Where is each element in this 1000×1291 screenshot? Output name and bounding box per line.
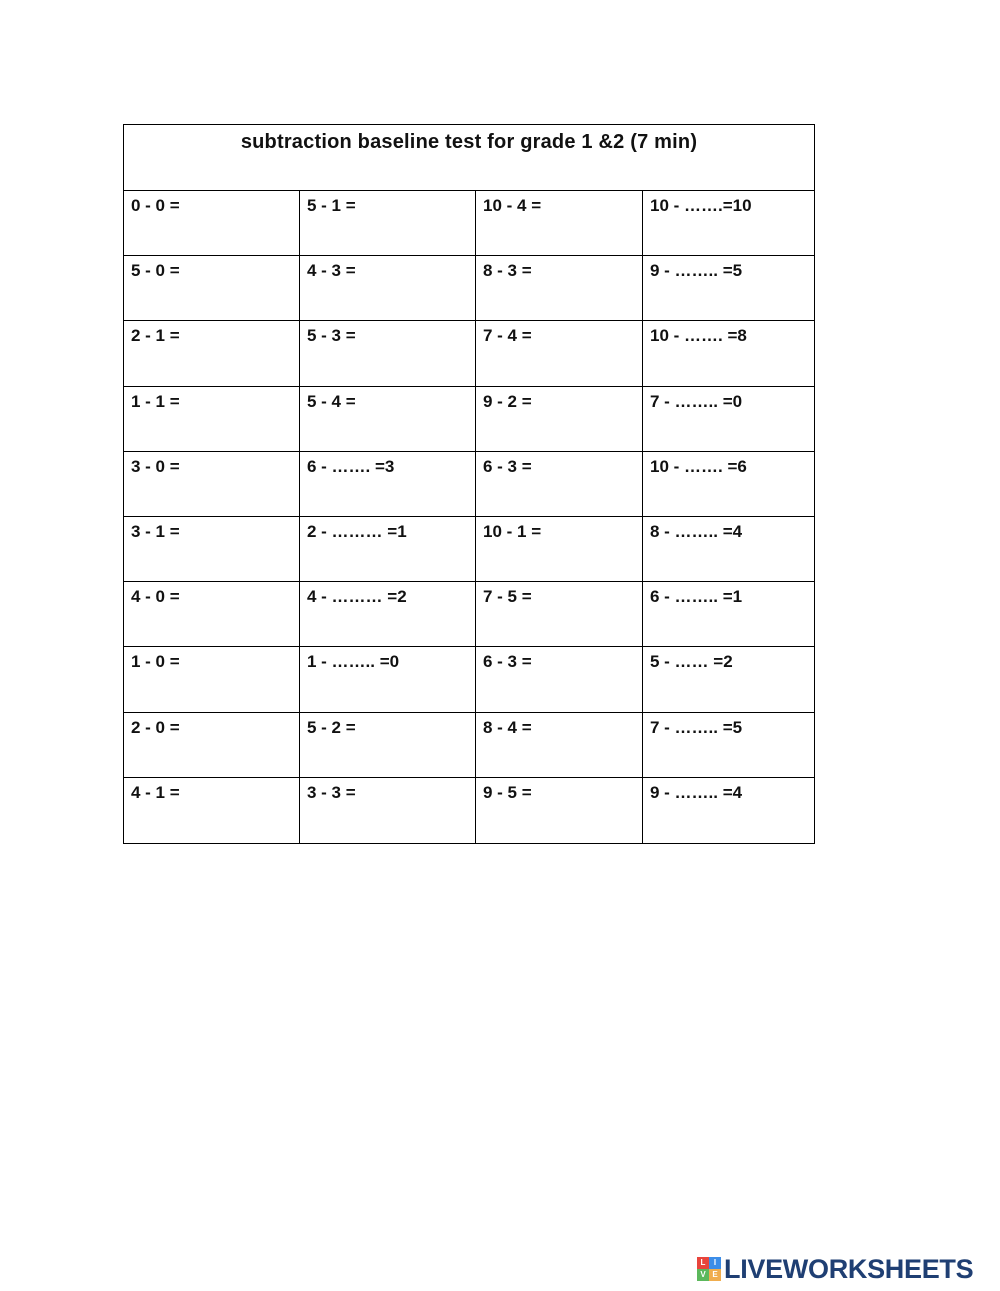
problem-cell: 4 - 3 = [300, 256, 476, 321]
liveworksheets-brand [697, 1255, 973, 1283]
problem-cell: 2 - 1 = [124, 321, 300, 386]
logo-tile: V [697, 1269, 709, 1281]
problem-cell: 6 - 3 = [476, 647, 643, 712]
problem-cell: 10 - 1 = [476, 517, 643, 582]
problem-cell: 9 - …….. =5 [643, 256, 814, 321]
problem-cell: 7 - …….. =0 [643, 387, 814, 452]
problem-cell: 7 - …….. =5 [643, 713, 814, 778]
logo-tile: I [709, 1257, 721, 1269]
problem-cell: 10 - ……. =6 [643, 452, 814, 517]
worksheet-table [123, 124, 815, 844]
problem-cell: 6 - ……. =3 [300, 452, 476, 517]
problem-grid [124, 191, 814, 843]
problem-cell: 2 - ……… =1 [300, 517, 476, 582]
problem-cell: 8 - 4 = [476, 713, 643, 778]
problem-cell: 8 - 3 = [476, 256, 643, 321]
problem-cell: 1 - 1 = [124, 387, 300, 452]
problem-cell: 9 - 2 = [476, 387, 643, 452]
worksheet-title: subtraction baseline test for grade 1 &2 (7 min) [124, 125, 814, 191]
problem-cell: 1 - …….. =0 [300, 647, 476, 712]
problem-cell: 4 - ……… =2 [300, 582, 476, 647]
problem-cell: 4 - 0 = [124, 582, 300, 647]
problem-cell: 5 - …… =2 [643, 647, 814, 712]
problem-cell: 3 - 3 = [300, 778, 476, 843]
problem-cell: 10 - …….=10 [643, 191, 814, 256]
problem-cell: 3 - 1 = [124, 517, 300, 582]
brand-name: LIVEWORKSHEETS [724, 1253, 974, 1284]
problem-cell: 5 - 1 = [300, 191, 476, 256]
problem-cell: 10 - 4 = [476, 191, 643, 256]
problem-cell: 3 - 0 = [124, 452, 300, 517]
problem-cell: 7 - 4 = [476, 321, 643, 386]
problem-cell: 6 - 3 = [476, 452, 643, 517]
problem-cell: 5 - 4 = [300, 387, 476, 452]
problem-cell: 4 - 1 = [124, 778, 300, 843]
problem-cell: 2 - 0 = [124, 713, 300, 778]
problem-cell: 7 - 5 = [476, 582, 643, 647]
logo-tile: E [709, 1269, 721, 1281]
problem-cell: 6 - …….. =1 [643, 582, 814, 647]
problem-cell: 5 - 2 = [300, 713, 476, 778]
problem-cell: 8 - …….. =4 [643, 517, 814, 582]
logo-tile: L [697, 1257, 709, 1269]
problem-cell: 5 - 0 = [124, 256, 300, 321]
liveworksheets-logo-icon [697, 1257, 721, 1281]
problem-cell: 5 - 3 = [300, 321, 476, 386]
problem-cell: 1 - 0 = [124, 647, 300, 712]
problem-cell: 0 - 0 = [124, 191, 300, 256]
problem-cell: 10 - ……. =8 [643, 321, 814, 386]
problem-cell: 9 - 5 = [476, 778, 643, 843]
problem-cell: 9 - …….. =4 [650, 782, 743, 802]
